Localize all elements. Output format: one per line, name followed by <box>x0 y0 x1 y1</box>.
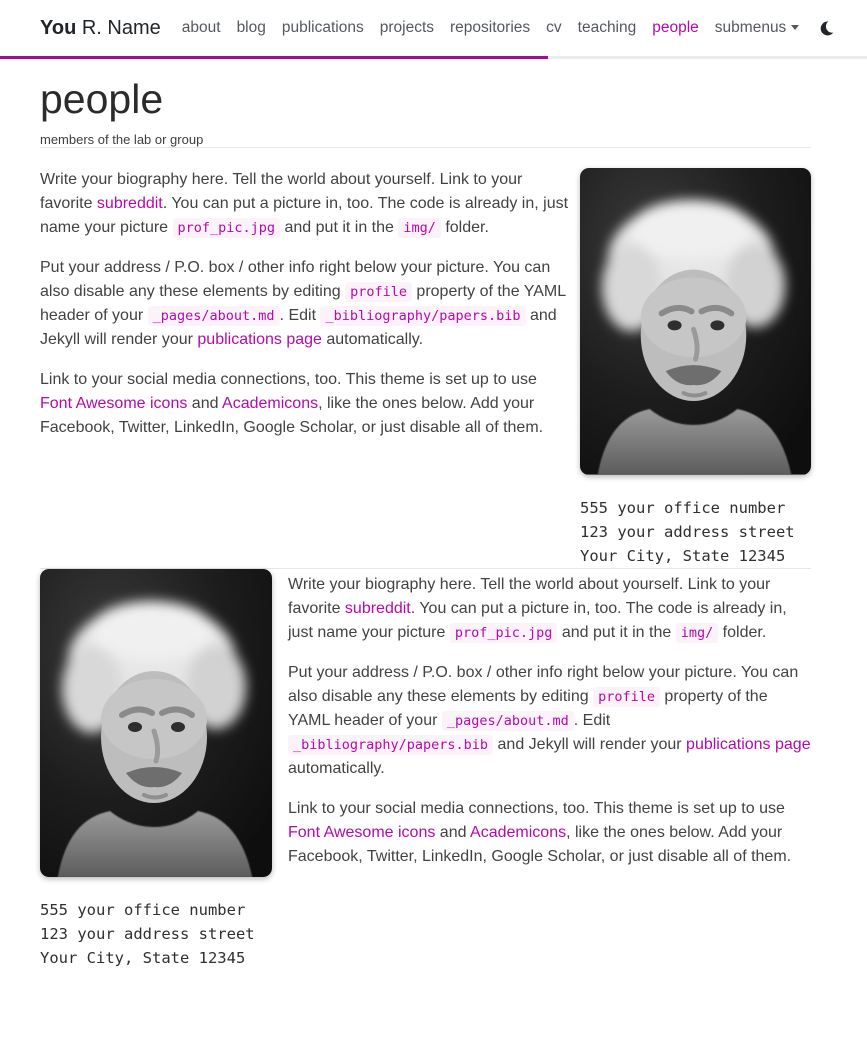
nav-item-cv[interactable]: cv <box>546 19 562 36</box>
bio-text <box>288 573 811 869</box>
inline-code: img/ <box>398 218 441 238</box>
address-line: 123 your address street <box>40 924 255 943</box>
profile-section-1 <box>40 168 811 568</box>
moon-icon <box>820 20 837 37</box>
bio-paragraph: Link to your social media connections, too. This theme is set up to use Font Awesome icons and Academicons, like the ones below. Add your Facebook, Twitter, LinkedIn, Google Scholar, or just disable all of them. <box>288 799 792 865</box>
inline-link[interactable]: Academicons <box>222 395 319 412</box>
inline-link[interactable]: subreddit <box>344 599 411 617</box>
bio-paragraph: Put your address / P.O. box / other info right below your picture. You can also disable any these elements by editing profile property of the YAML header of your _pages/about.md . Edit _bibliography/papers.bib and Jekyll will render your publications page automatically. <box>288 663 811 777</box>
nav-item-publications[interactable]: publications <box>281 19 364 36</box>
nav-item-projects[interactable]: projects <box>379 19 435 36</box>
nav-item-people[interactable]: people <box>652 19 699 36</box>
profile-media <box>40 569 272 970</box>
inline-code: profile <box>593 687 660 707</box>
caret-down-icon <box>791 25 799 30</box>
dark-mode-toggle[interactable] <box>814 16 843 41</box>
inline-link[interactable]: publications page <box>686 735 811 753</box>
page-title: people <box>40 76 164 122</box>
inline-code: _bibliography/papers.bib <box>320 306 525 326</box>
inline-code: _bibliography/papers.bib <box>288 735 493 755</box>
brand-bold: You <box>40 16 77 39</box>
page-header <box>40 59 811 147</box>
inline-link[interactable]: Academicons <box>470 823 567 841</box>
bio-paragraph: Write your biography here. Tell the world about yourself. Link to your favorite subreddit. You can put a picture in, too. The code is already in, just name your picture prof_pic.jpg and put it in the img/ folder. <box>288 575 787 641</box>
nav-item-about[interactable]: about <box>181 19 221 36</box>
inline-link[interactable]: Font Awesome icons <box>40 395 188 412</box>
inline-link[interactable]: Font Awesome icons <box>288 823 436 841</box>
inline-link[interactable]: publications page <box>197 331 322 348</box>
address-line: Your City, State 12345 <box>580 546 786 565</box>
page-subtitle: members of the lab or group <box>40 132 204 147</box>
profile-photo <box>580 168 811 475</box>
inline-code: prof_pic.jpg <box>173 218 281 238</box>
nav-item-repositories[interactable]: repositories <box>450 19 531 36</box>
address-line: 555 your office number <box>40 900 246 919</box>
profile-media <box>580 168 811 568</box>
nav-item-submenus[interactable] <box>707 11 808 45</box>
nav-item-blog[interactable]: blog <box>236 19 266 36</box>
bio-paragraph: Put your address / P.O. box / other info right below your picture. You can also disable any these elements by editing profile property of the YAML header of your _pages/about.md . Edit _bibliography/papers.bib and Jekyll will render your publications page automatically. <box>40 259 566 348</box>
inline-code: _pages/about.md <box>442 711 574 731</box>
address-line: Your City, State 12345 <box>40 948 246 967</box>
address-line: 123 your address street <box>580 522 795 541</box>
bio-text <box>40 168 570 440</box>
inline-link[interactable]: subreddit <box>96 195 163 212</box>
site-navbar <box>0 0 867 56</box>
brand-rest: R. Name <box>76 16 161 39</box>
divider <box>40 147 811 148</box>
bio-paragraph: Write your biography here. Tell the world about yourself. Link to your favorite subreddit. You can put a picture in, too. The code is already in, just name your picture prof_pic.jpg and put it in the img/ folder. <box>40 171 569 236</box>
inline-code: _pages/about.md <box>148 306 280 326</box>
profile-address <box>40 898 272 970</box>
main-nav <box>174 11 808 45</box>
page-content <box>40 59 811 970</box>
profile-address <box>580 496 811 568</box>
nav-item-submenus-label: submenus <box>714 19 787 36</box>
profile-section-2 <box>40 569 811 970</box>
site-brand[interactable] <box>40 17 161 40</box>
inline-code: img/ <box>676 623 719 643</box>
address-line: 555 your office number <box>580 498 786 517</box>
profile-photo <box>40 569 272 877</box>
nav-item-teaching[interactable]: teaching <box>577 19 637 36</box>
inline-code: prof_pic.jpg <box>450 623 558 643</box>
bio-paragraph: Link to your social media connections, too. This theme is set up to use Font Awesome icons and Academicons, like the ones below. Add your Facebook, Twitter, LinkedIn, Google Scholar, or just disable all of them. <box>40 371 544 436</box>
inline-code: profile <box>345 282 412 302</box>
